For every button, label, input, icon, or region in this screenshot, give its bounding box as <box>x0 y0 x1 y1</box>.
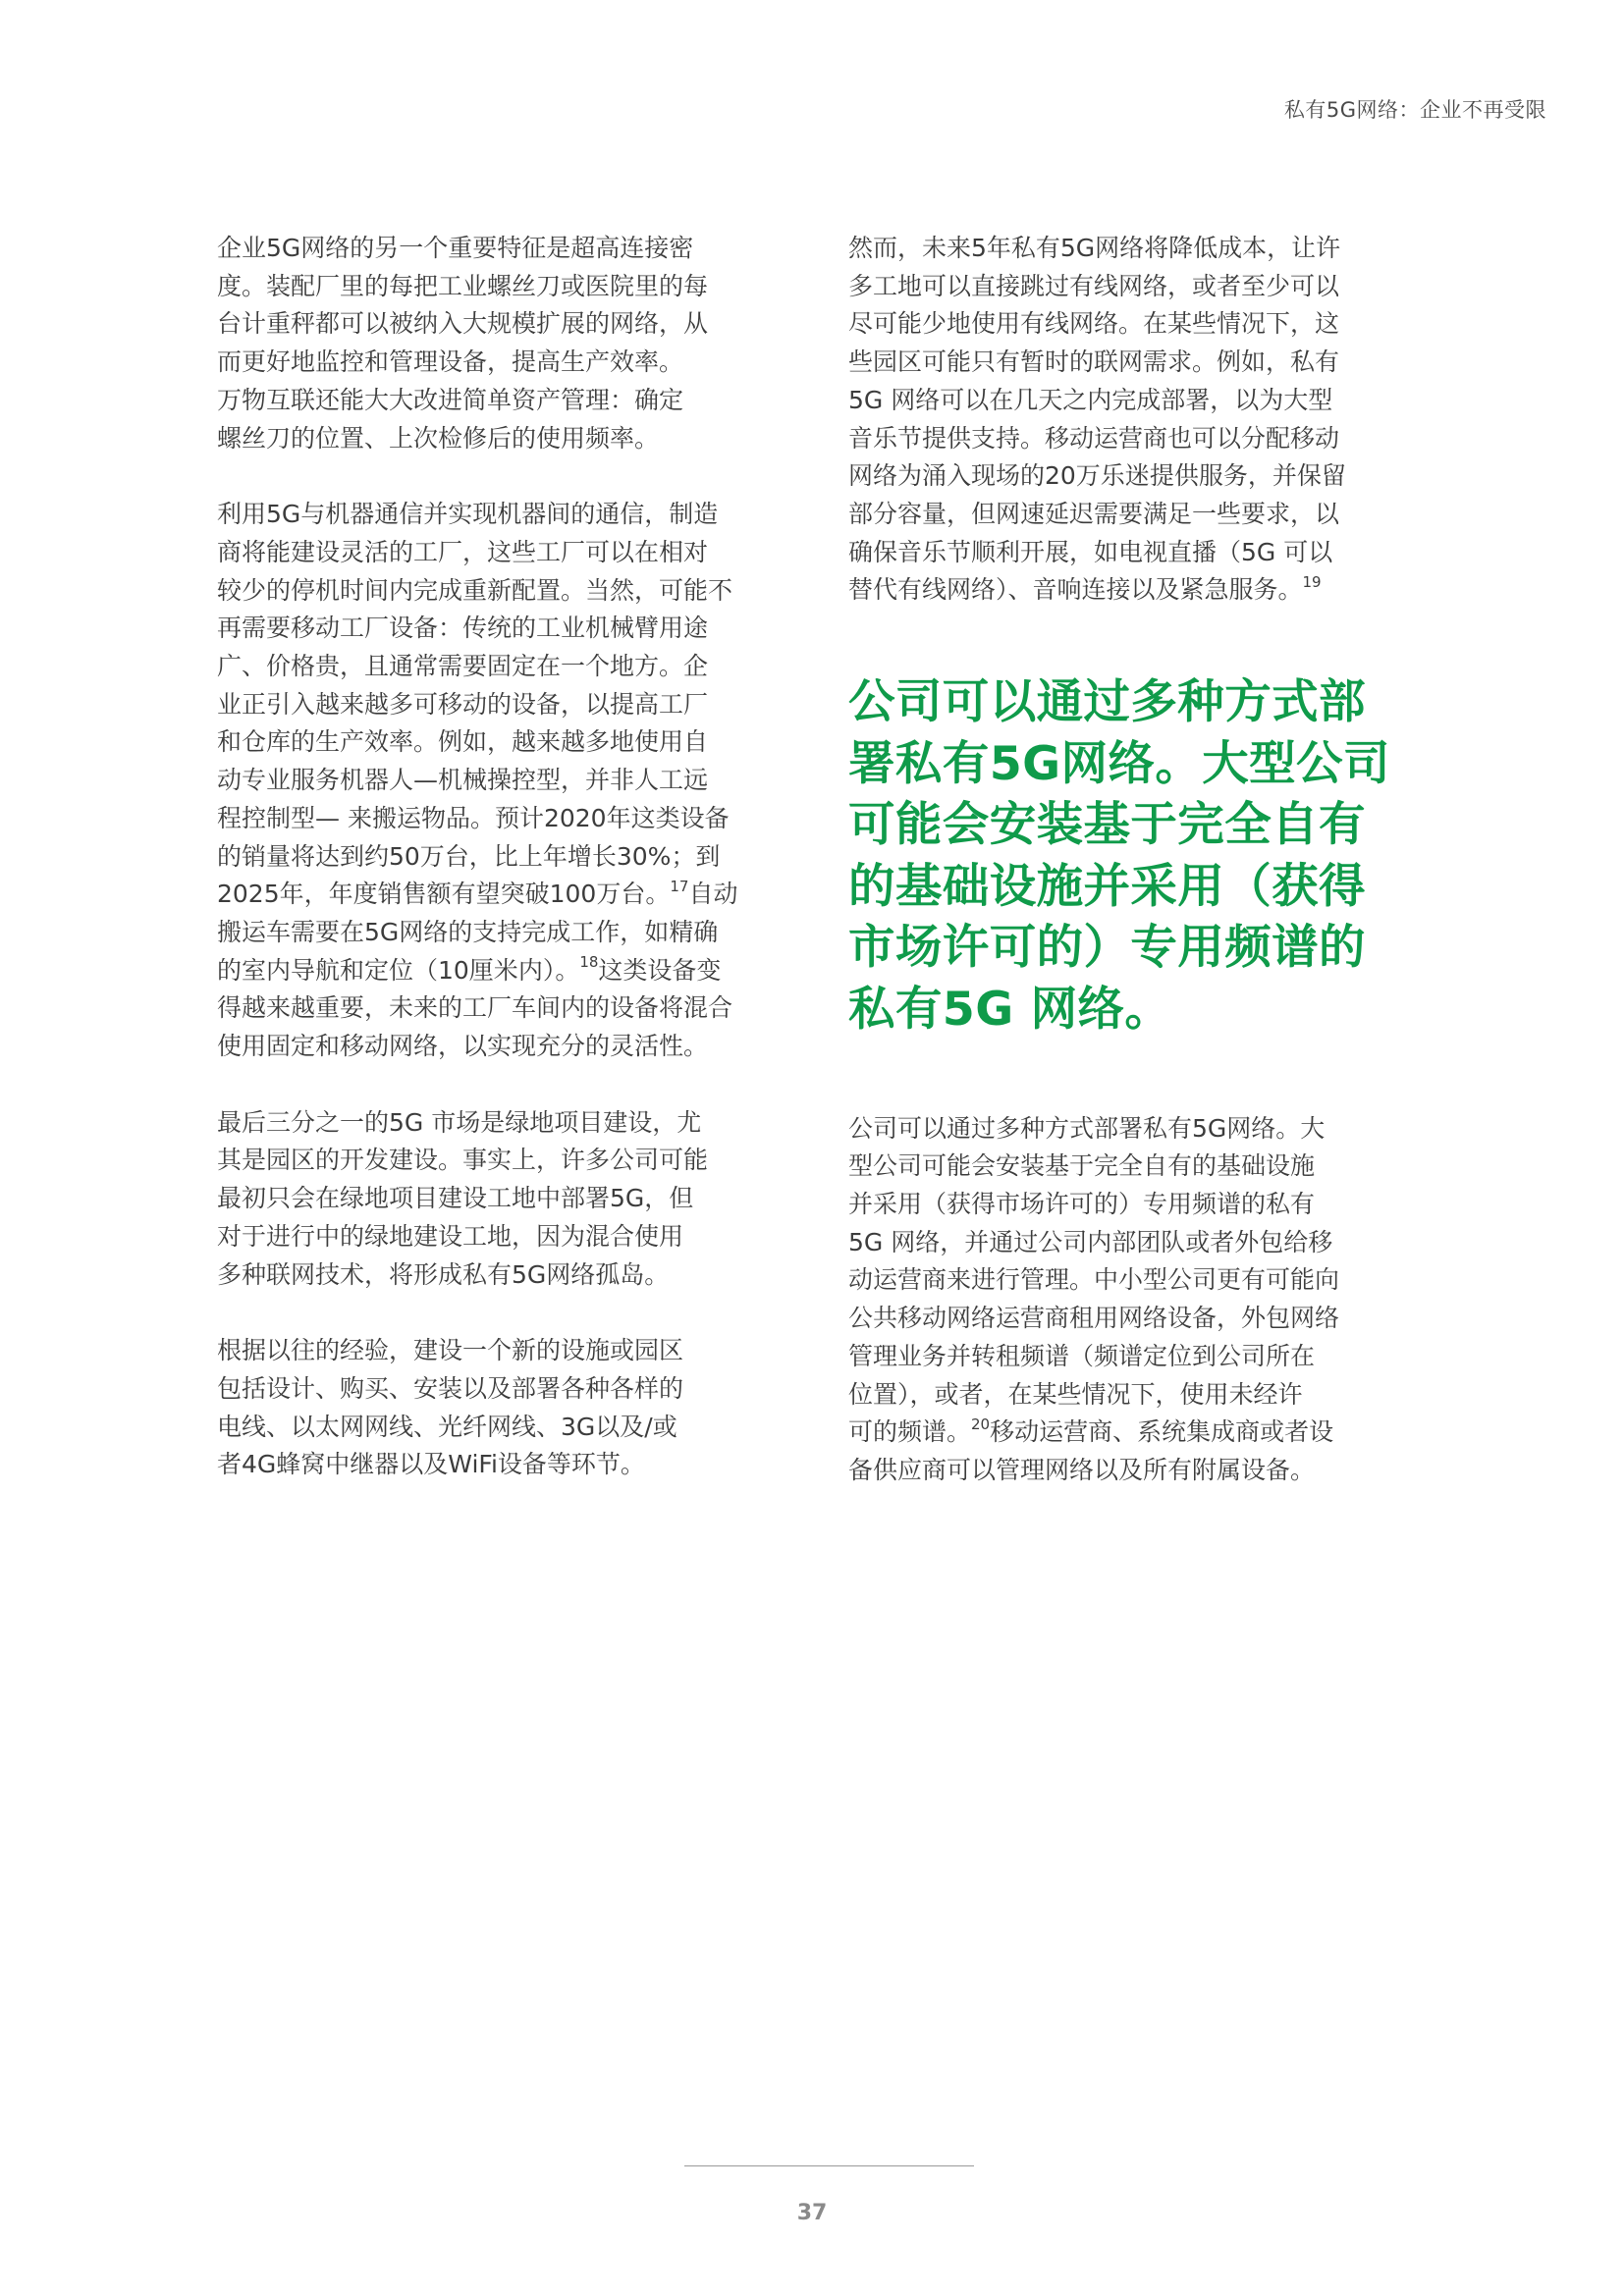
page-number: 37 <box>796 2201 828 2225</box>
text-line <box>217 876 777 914</box>
text-line: 广、价格贵，且通常需要固定在一个地方。企 <box>217 652 709 681</box>
pull-quote-line: 的基础设施并采用（获得 <box>848 859 1366 914</box>
text-line: 多种联网技术，将形成私有5G网络孤岛。 <box>217 1259 670 1289</box>
text-line: 管理业务并转租频谱（频谱定位到公司所在 <box>848 1341 1316 1370</box>
pull-quote-line: 私有5G 网络。 <box>848 983 1172 1037</box>
text-run: 2025年，年度销售额有望突破100万台。 <box>217 880 671 909</box>
text-line: 再需要移动工厂设备：传统的工业机械臂用途 <box>217 614 709 643</box>
pull-quote-line: 公司可以通过多种方式部 <box>848 675 1366 730</box>
text-run: 可的频谱。 <box>848 1417 972 1447</box>
text-line: 台计重秤都可以被纳入大规模扩展的网络，从 <box>217 309 709 339</box>
body-paragraph-greenfield <box>217 1104 777 1295</box>
text-line: 网络为涌入现场的20万乐迷提供服务，并保留 <box>848 461 1346 491</box>
text-line: 备供应商可以管理网络以及所有附属设备。 <box>848 1455 1316 1484</box>
text-run: 的室内导航和定位（10厘米内）。 <box>217 955 580 985</box>
text-line: 搬运车需要在5G网络的支持完成工作，如精确 <box>217 917 719 946</box>
text-line: 和仓库的生产效率。例如，越来越多地使用自 <box>217 727 709 757</box>
text-line: 业正引入越来越多可移动的设备，以提高工厂 <box>217 689 709 719</box>
text-line: 企业5G网络的另一个重要特征是超高连接密 <box>217 234 694 262</box>
text-line: 音乐节提供支持。移动运营商也可以分配移动 <box>848 423 1340 453</box>
text-line: 确保音乐节顺利开展，如电视直播（5G 可以 <box>848 537 1333 566</box>
pull-quote-line: 署私有5G网络。大型公司 <box>848 736 1390 791</box>
body-paragraph-connectivity-density <box>217 230 777 457</box>
text-line: 动专业服务机器人—机械操控型，并非人工远 <box>217 766 709 795</box>
body-paragraph-new-facility <box>217 1332 777 1484</box>
text-line <box>848 571 1408 610</box>
text-line: 然而，未来5年私有5G网络将降低成本，让许 <box>848 234 1341 262</box>
text-line: 包括设计、购买、安装以及部署各种各样的 <box>217 1373 684 1403</box>
text-line: 公司可以通过多种方式部署私有5G网络。大 <box>848 1113 1326 1143</box>
text-run: 这类设备变 <box>598 955 722 985</box>
text-line: 得越来越重要，未来的工厂车间内的设备将混合 <box>217 993 733 1023</box>
running-header-title: 私有5G网络：企业不再受限 <box>1283 98 1546 122</box>
footnote-ref-20[interactable]: 20 <box>971 1415 991 1433</box>
text-line: 部分容量，但网速延迟需要满足一些要求，以 <box>848 499 1340 528</box>
text-line: 其是园区的开发建设。事实上，许多公司可能 <box>217 1146 709 1175</box>
text-line: 对于进行中的绿地建设工地，因为混合使用 <box>217 1221 684 1251</box>
text-run: 移动运营商、系统集成商或者设 <box>990 1417 1334 1447</box>
text-line: 尽可能少地使用有线网络。在某些情况下，这 <box>848 309 1340 339</box>
text-line: 5G 网络，并通过公司内部团队或者外包给移 <box>848 1227 1333 1256</box>
body-paragraph-deployment-options <box>848 1110 1408 1490</box>
text-line: 位置），或者，在某些情况下，使用未经许 <box>848 1379 1303 1409</box>
text-line: 者4G蜂窝中继器以及WiFi设备等环节。 <box>217 1450 645 1479</box>
text-line: 较少的停机时间内完成重新配置。当然，可能不 <box>217 575 733 605</box>
text-line <box>217 952 777 990</box>
pull-quote <box>848 672 1408 1041</box>
footnote-ref-17[interactable]: 17 <box>670 877 689 895</box>
text-line: 最后三分之一的5G 市场是绿地项目建设，尤 <box>217 1107 702 1137</box>
footnote-ref-18[interactable]: 18 <box>579 953 599 972</box>
text-line: 的销量将达到约50万台，比上年增长30%；到 <box>217 841 721 871</box>
pull-quote-line: 市场许可的）专用频谱的 <box>848 921 1366 976</box>
pull-quote-line: 可能会安装基于完全自有 <box>848 798 1366 853</box>
text-line: 利用5G与机器通信并实现机器间的通信，制造 <box>217 500 719 529</box>
text-line: 并采用（获得市场许可的）专用频谱的私有 <box>848 1190 1316 1218</box>
text-line: 多工地可以直接跳过有线网络，或者至少可以 <box>848 271 1340 300</box>
text-line: 商将能建设灵活的工厂，这些工厂可以在相对 <box>217 537 709 566</box>
text-line: 螺丝刀的位置、上次检修后的使用频率。 <box>217 423 660 453</box>
body-paragraph-flexible-factory <box>217 496 777 1066</box>
body-paragraph-cost-reduction <box>848 230 1408 610</box>
right-column <box>848 230 1408 1528</box>
text-line: 度。装配厂里的每把工业螺丝刀或医院里的每 <box>217 271 709 300</box>
text-line: 电线、以太网网线、光纤网线、3G以及/或 <box>217 1412 677 1441</box>
text-line: 5G 网络可以在几天之内完成部署，以为大型 <box>848 385 1333 414</box>
left-column <box>217 230 777 1522</box>
text-line: 程控制型— 来搬运物品。预计2020年这类设备 <box>217 803 730 832</box>
text-line: 公共移动网络运营商租用网络设备，外包网络 <box>848 1304 1340 1333</box>
text-line: 而更好地监控和管理设备，提高生产效率。 <box>217 347 684 377</box>
text-line: 使用固定和移动网络，以实现充分的灵活性。 <box>217 1032 709 1061</box>
footnote-ref-19[interactable]: 19 <box>1302 573 1322 591</box>
text-line: 根据以往的经验，建设一个新的设施或园区 <box>217 1336 684 1365</box>
text-line: 动运营商来进行管理。中小型公司更有可能向 <box>848 1265 1340 1295</box>
text-line <box>848 1414 1408 1452</box>
text-line: 型公司可能会安装基于完全自有的基础设施 <box>848 1151 1316 1181</box>
text-line: 些园区可能只有暂时的联网需求。例如，私有 <box>848 347 1340 377</box>
text-run: 替代有线网络）、音响连接以及紧急服务。 <box>848 575 1303 605</box>
text-run: 自动 <box>688 880 738 909</box>
text-line: 最初只会在绿地项目建设工地中部署5G，但 <box>217 1184 694 1213</box>
footer-divider <box>684 2165 974 2166</box>
text-line: 万物互联还能大大改进简单资产管理：确定 <box>217 385 684 414</box>
